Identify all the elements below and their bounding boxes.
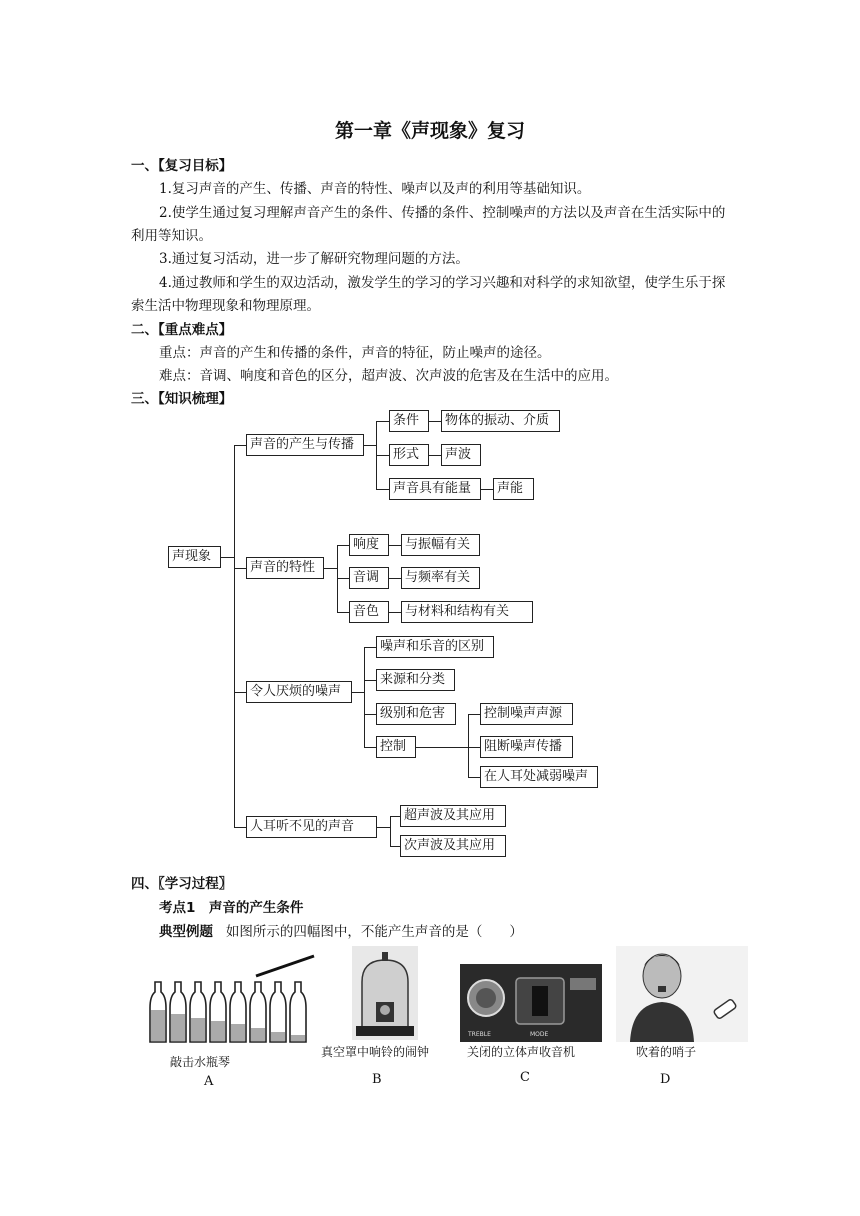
mindmap-noise-control: 控制 <box>376 736 416 758</box>
difficulty-text: 难点：音调、响度和音色的区分，超声波、次声波的危害及在生活中的应用。 <box>159 368 618 384</box>
mindmap-form: 形式 <box>389 444 429 466</box>
example-text: 如图所示的四幅图中，不能产生声音的是（ ） <box>225 924 523 940</box>
svg-text:TREBLE: TREBLE <box>468 1031 491 1038</box>
goal-2: 2.使学生通过复习理解声音产生的条件、传播的条件、控制噪声的方法以及声音在生活实际中的利用等知识。 <box>131 205 726 244</box>
focus-text: 重点：声音的产生和传播的条件，声音的特征，防止噪声的途径。 <box>159 345 551 361</box>
figure-d-caption: 吹着的哨子 <box>636 1045 697 1059</box>
mindmap-noise-level: 级别和危害 <box>376 703 456 725</box>
figure-b-letter: B <box>372 1072 382 1087</box>
mindmap-energy-value: 声能 <box>493 478 534 500</box>
mindmap-infrasound: 次声波及其应用 <box>400 835 506 857</box>
bell-jar-illustration <box>352 946 418 1040</box>
radio-illustration <box>460 964 602 1042</box>
svg-text:MODE: MODE <box>530 1031 549 1038</box>
mindmap-loudness-value: 与振幅有关 <box>401 534 480 556</box>
mindmap-form-value: 声波 <box>441 444 481 466</box>
mindmap-pitch: 音调 <box>349 567 389 589</box>
figure-b-caption: 真空罩中响铃的闹钟 <box>321 1045 430 1059</box>
mindmap-noise-vs-music: 噪声和乐音的区别 <box>376 636 494 658</box>
example-question <box>159 920 523 940</box>
figure-a-caption: 敲击水瓶琴 <box>170 1055 231 1069</box>
mindmap-noise-source: 来源和分类 <box>376 669 455 691</box>
goal-4: 4.通过教师和学生的双边活动，激发学生的学习的学习兴趣和对科学的求知欲望，使学生乐于探索生活中物理现象和物理原理。 <box>131 275 726 314</box>
mindmap-ultrasound: 超声波及其应用 <box>400 805 506 827</box>
section-heading-key-points: 二、【重点难点】 <box>131 322 233 338</box>
mindmap-branch-production: 声音的产生与传播 <box>246 434 364 456</box>
figure-c-letter: C <box>520 1070 530 1085</box>
mindmap-branch-inaudible: 人耳听不见的声音 <box>246 816 377 838</box>
example-label: 典型例题 <box>159 924 213 940</box>
figure-c-caption: 关闭的立体声收音机 <box>467 1045 576 1059</box>
mindmap-branch-properties: 声音的特性 <box>246 557 324 579</box>
mindmap-pitch-value: 与频率有关 <box>401 567 480 589</box>
exam-point-heading: 考点1 声音的产生条件 <box>159 900 304 916</box>
mindmap-condition: 条件 <box>389 410 429 432</box>
whistle-illustration <box>616 946 748 1042</box>
page-title: 第一章《声现象》复习 <box>334 120 525 142</box>
section-heading-process: 四、〖学习过程〗 <box>131 876 233 892</box>
mindmap-control-path: 阻断噪声传播 <box>480 736 573 758</box>
section-heading-knowledge: 三、【知识梳理】 <box>131 391 233 407</box>
mindmap-control-ear: 在人耳处减弱噪声 <box>480 766 598 788</box>
goal-1: 1.复习声音的产生、传播、声音的特性、噪声以及声的利用等基础知识。 <box>159 181 591 197</box>
section-heading-goals: 一、【复习目标】 <box>131 158 233 174</box>
mindmap-control-source: 控制噪声声源 <box>480 703 573 725</box>
mindmap-branch-noise: 令人厌烦的噪声 <box>246 681 352 703</box>
question-figures <box>144 942 748 1092</box>
mindmap-timbre: 音色 <box>349 601 389 623</box>
figure-d-letter: D <box>660 1072 671 1087</box>
mindmap-condition-value: 物体的振动、介质 <box>441 410 560 432</box>
mindmap-root: 声现象 <box>168 546 221 568</box>
mindmap-timbre-value: 与材料和结构有关 <box>401 601 533 623</box>
mindmap-loudness: 响度 <box>349 534 389 556</box>
goal-3: 3.通过复习活动，进一步了解研究物理问题的方法。 <box>159 251 469 267</box>
figure-a-letter: A <box>204 1074 214 1089</box>
bottles-illustration <box>144 948 319 1043</box>
mindmap-energy: 声音具有能量 <box>389 478 481 500</box>
